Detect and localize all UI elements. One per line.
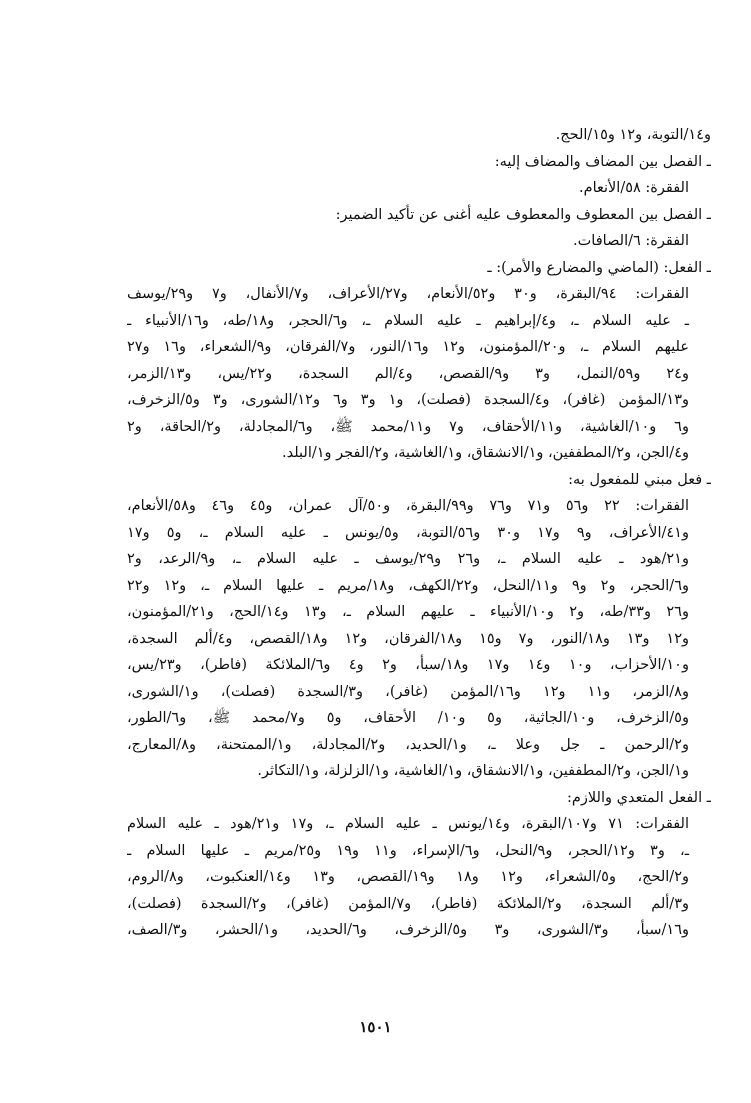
text-line: الفقرة: ٦/الصافات. (573, 233, 689, 249)
text-line: و١٤/التوبة، و١٢ و١٥/الحج. (555, 127, 711, 143)
text-line: الفقرات: ٢٢ و٥٦ و٧١ و٧٦ و٩٩/البقرة، و٥٠/آل عمران، و٤٥ و٤٦ و٥٨/الأنعام، (127, 498, 690, 514)
text-line: الفقرات: ٧١ و١٠٧/البقرة، و١٤/يونس ـ عليه السلام ـ، و١٧ و٢١/هود ـ عليه السلام (127, 816, 689, 832)
text-line: ـ عليه السلام ـ، و٤/إبراهيم ـ عليه السلام ـ، و٦/الحجر، و١٨/طه، و١٦/الأنبياء ـ (127, 312, 689, 329)
page-number: ١٥٠١ (359, 1018, 392, 1036)
text-line: و٢١/هود ـ عليه السلام ـ، و٢٦ و٢٩/يوسف ـ عليه السلام ـ، و٩/الرعد، و٢ (127, 551, 689, 567)
text-line: و٦/الحجر، و٢ و٩ و١١/النحل، و٢٢/الكهف، و١٨/مريم ـ عليها السلام ـ، و١٢ و٢٢ (127, 577, 689, 594)
text-line: و٤١/الأعراف، و٩ و١٧ و٣٠ و٥٦/التوبة، و٥/يونس ـ عليه السلام ـ، و٥ و١٧ (127, 524, 689, 541)
text-line: الفقرات: ٩٤/البقرة، و٣٠ و٥٢/الأنعام، و٢٧/الأعراف، و٧/الأنفال، و٧ و٢٩/يوسف (127, 286, 689, 302)
page-body-text (127, 122, 711, 944)
text-line: و١٣/المؤمن (غافر)، و٤/السجدة (فصلت)، و١ و٣ و٦ و١٢/الشورى، و٣ و٥/الزخرف، (127, 392, 689, 408)
section-heading: ـ فعل مبني للمفعول به: (568, 471, 711, 488)
text-line: و٤/الجن، و٢/المطففين، و١/الانشقاق، و١/الغاشية، و٢/الفجر و١/البلد. (282, 445, 689, 461)
text-line: و٢/الحج، و٥/الشعراء، و١٢ و١٨ و١٩/القصص، و١٣ و١٤/العنكبوت، و٨/الروم، (127, 869, 690, 885)
text-line: و٨/الزمر، و١١ و١٢ و١٦/المؤمن (غافر)، و٣/السجدة (فصلت)، و١/الشورى، (127, 683, 689, 700)
text-line: و٣/ألم السجدة، و٢/الملائكة (فاطر)، و٧/المؤمن (غافر)، و٢/السجدة (فصلت)، (127, 895, 689, 912)
text-line: و٢٦ و٣٣/طه، و٢ و١٠/الأنبياء ـ عليهم السلام ـ، و١٣ و١٤/الحج، و٢١/المؤمنون، (127, 604, 689, 620)
text-line: و١٢ و١٣ و١٨/النور، و٧ و١٥ و١٨/الفرقان، و١٢ و١٨/القصص، و٤/ألم السجدة، (127, 630, 690, 647)
text-line: و١/الجن، و٢/المطففين، و١/الانشقاق، و١/الغاشية، و١/الزلزلة، و١/التكاثر. (257, 763, 689, 779)
section-heading: ـ الفصل بين المضاف والمضاف إليه: (494, 153, 711, 170)
text-line: و٥/الزخرف، و١٠/الجاثية، و٥ و١٠/ الأحقاف، و٥ و٧/محمد ﷺ، و٦/الطور، (127, 710, 689, 726)
text-line: عليهم السلام ـ، و٢٠/المؤمنون، و١٢ و١٦/النور، و٧/الفرقان، و٩/الشعراء، و١٦ و٢٧ (127, 339, 690, 355)
text-line: و١٠/الأحزاب، و١٠ و١٤ و١٧ و١٨/سبأ، و٢ و٤ و٦/الملائكة (فاطر)، و٢٣/يس، (127, 657, 689, 673)
text-line: ـ، و٣ و١٢/الحجر، و٩/النحل، و٦/الإسراء، و١١ و١٩ و٢٥/مريم ـ عليها السلام ـ (127, 842, 689, 859)
section-heading: ـ الفصل بين المعطوف والمعطوف عليه أغنى عن تأكيد الضمير: (335, 206, 711, 223)
text-line: و٦ و١٠/الغاشية، و١١/الأحقاف، و٧ و١١/محمد ﷺ، و٦/المجادلة، و٢/الحاقة، و٢ (127, 418, 689, 435)
text-line: و٢/الرحمن ـ جل وعلا ـ، و١/الحديد، و٢/المجادلة، و١/الممتحنة، و٨/المعارج، (127, 736, 689, 753)
text-line: و١٦/سبأ، و٣/الشورى، و٣ و٥/الزخرف، و٦/الحديد، و١/الحشر، و٣/الصف، (127, 922, 689, 938)
text-line: و٢٤ و٥٩/النمل، و٣ و٩/القصص، و٤/الم السجدة، و٢٢/يس، و١٣/الزمر، (127, 365, 689, 382)
section-heading: ـ الفعل: (الماضي والمضارع والأمر): ـ (487, 259, 711, 276)
section-heading: ـ الفعل المتعدي واللازم: (567, 789, 711, 806)
text-line: الفقرة: ٥٨/الأنعام. (578, 180, 689, 196)
